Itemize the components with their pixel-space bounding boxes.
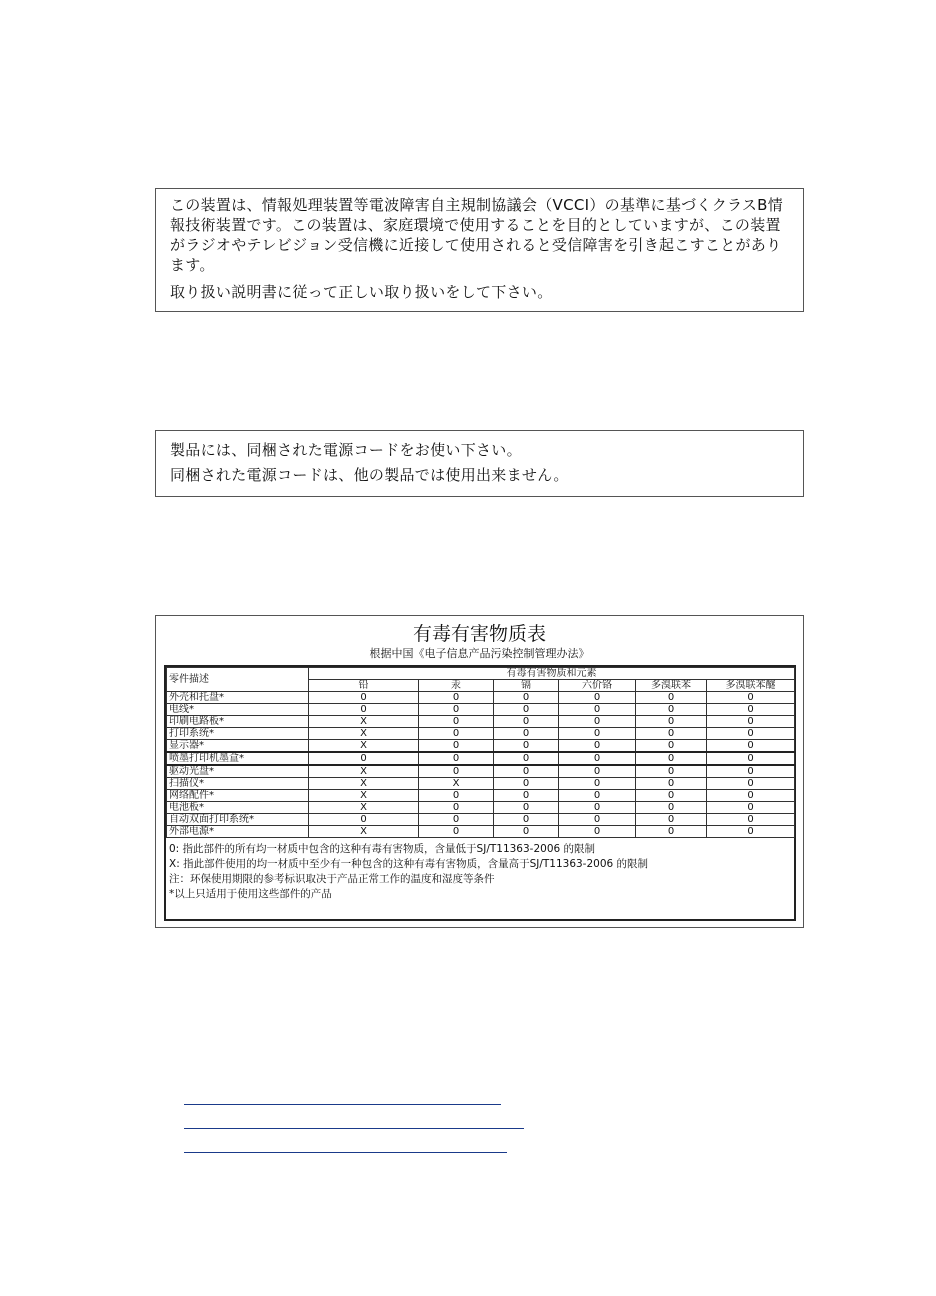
substance-table-subtitle: 根据中国《电子信息产品污染控制管理办法》	[369, 647, 590, 660]
table-cell: 0	[636, 814, 707, 826]
table-cell: 0	[309, 814, 419, 826]
table-cell: 0	[636, 728, 707, 740]
part-name: 自动双面打印系统*	[167, 814, 309, 826]
table-row	[167, 826, 795, 838]
note-period: 注：环保使用期限的参考标识取决于产品正常工作的温度和湿度等条件	[169, 873, 495, 885]
table-cell: 0	[494, 802, 559, 814]
power-cord-notice	[155, 430, 804, 497]
part-name: 外壳和托盘*	[167, 692, 309, 704]
column-header-cadmium: 镉	[494, 680, 559, 692]
table-cell: 0	[494, 716, 559, 728]
table-cell: 0	[636, 802, 707, 814]
table-cell: 0	[559, 790, 636, 802]
part-name: 显示器*	[167, 740, 309, 753]
column-header-chromium: 六价铬	[559, 680, 636, 692]
table-cell: 0	[419, 765, 494, 778]
table-cell: 0	[419, 826, 494, 838]
part-name: 印刷电路板*	[167, 716, 309, 728]
table-cell: 0	[309, 704, 419, 716]
table-cell: 0	[559, 826, 636, 838]
note-asterisk: *以上只适用于使用这些部件的产品	[169, 888, 332, 900]
table-cell: 0	[494, 790, 559, 802]
part-name: 打印系统*	[167, 728, 309, 740]
table-cell: 0	[309, 692, 419, 704]
table-cell: 0	[636, 790, 707, 802]
link-underline-3[interactable]	[184, 1152, 507, 1153]
table-cell: 0	[419, 704, 494, 716]
link-underline-1[interactable]	[184, 1104, 501, 1105]
table-cell: 0	[636, 692, 707, 704]
column-header-pbde: 多溴联苯醚	[707, 680, 795, 692]
table-cell: 0	[559, 740, 636, 753]
table-cell: 0	[707, 716, 795, 728]
table-cell: 0	[636, 740, 707, 753]
table-cell: 0	[636, 716, 707, 728]
table-cell: 0	[419, 716, 494, 728]
table-cell: 0	[494, 752, 559, 765]
table-row	[167, 802, 795, 814]
table-cell: 0	[707, 790, 795, 802]
table-cell: 0	[559, 778, 636, 790]
table-cell: 0	[419, 802, 494, 814]
table-cell: 0	[636, 752, 707, 765]
table-row	[167, 778, 795, 790]
table-cell: 0	[707, 740, 795, 753]
table-row	[167, 692, 795, 704]
table-row	[167, 716, 795, 728]
table-cell: 0	[636, 704, 707, 716]
table-cell: 0	[707, 692, 795, 704]
table-cell: 0	[494, 814, 559, 826]
substance-table	[166, 667, 795, 838]
table-cell: 0	[707, 814, 795, 826]
part-name: 外部电源*	[167, 826, 309, 838]
power-cord-line-2: 同梱された電源コードは、他の製品では使用出来ません。	[170, 466, 569, 484]
note-x: X: 指此部件使用的均一材质中至少有一种包含的这种有毒有害物质，含量高于SJ/T11363-2006 的限制	[169, 858, 649, 870]
table-cell: 0	[559, 692, 636, 704]
vcci-notice	[155, 188, 804, 312]
column-header-lead: 铅	[309, 680, 419, 692]
table-cell: 0	[494, 778, 559, 790]
part-description-header: 零件描述	[167, 668, 309, 692]
part-name: 驱动光盘*	[167, 765, 309, 778]
table-cell: X	[419, 778, 494, 790]
part-name: 电池板*	[167, 802, 309, 814]
table-cell: 0	[707, 778, 795, 790]
table-cell: 0	[494, 704, 559, 716]
table-cell: X	[309, 826, 419, 838]
table-cell: 0	[559, 802, 636, 814]
table-cell: 0	[419, 752, 494, 765]
substance-table-title: 有毒有害物质表	[412, 623, 546, 645]
table-row	[167, 752, 795, 765]
table-row	[167, 740, 795, 753]
part-name: 扫描仪*	[167, 778, 309, 790]
table-cell: 0	[707, 765, 795, 778]
table-row	[167, 790, 795, 802]
link-underline-2[interactable]	[184, 1128, 524, 1129]
table-cell: X	[309, 778, 419, 790]
table-cell: X	[309, 728, 419, 740]
table-cell: X	[309, 740, 419, 753]
part-name: 喷墨打印机墨盒*	[167, 752, 309, 765]
table-cell: 0	[707, 752, 795, 765]
column-header-pbb: 多溴联苯	[636, 680, 707, 692]
table-cell: 0	[494, 692, 559, 704]
note-zero: 0: 指此部件的所有均一材质中包含的这种有毒有害物质，含量低于SJ/T11363-2006 的限制	[169, 843, 596, 855]
table-row	[167, 765, 795, 778]
table-cell: 0	[494, 765, 559, 778]
table-cell: 0	[707, 704, 795, 716]
substance-table-frame	[164, 665, 796, 921]
table-cell: 0	[636, 765, 707, 778]
table-cell: 0	[707, 728, 795, 740]
table-cell: X	[309, 802, 419, 814]
table-cell: 0	[707, 802, 795, 814]
table-cell: 0	[494, 740, 559, 753]
table-cell: 0	[636, 826, 707, 838]
table-cell: X	[309, 716, 419, 728]
table-cell: 0	[559, 752, 636, 765]
table-notes	[166, 838, 794, 902]
table-cell: 0	[559, 716, 636, 728]
table-cell: 0	[419, 728, 494, 740]
table-cell: 0	[494, 728, 559, 740]
vcci-instruction: 取り扱い説明書に従って正しい取り扱いをして下さい。	[170, 283, 553, 301]
table-cell: 0	[707, 826, 795, 838]
column-header-mercury: 汞	[419, 680, 494, 692]
table-cell: 0	[559, 728, 636, 740]
substance-group-header: 有毒有害物质和元素	[309, 668, 795, 680]
table-row	[167, 704, 795, 716]
vcci-paragraph: この装置は、情報処理装置等電波障害自主規制協議会（VCCI）の基準に基づくクラスB情報技術装置です。この装置は、家庭環境で使用することを目的としていますが、この装置がラジオやテレビジョン受信機に近接して使用されると受信障害を引き起こすことがあります。	[170, 196, 784, 274]
table-row	[167, 728, 795, 740]
table-cell: 0	[419, 740, 494, 753]
table-cell: 0	[419, 814, 494, 826]
part-name: 电线*	[167, 704, 309, 716]
table-cell: 0	[419, 692, 494, 704]
power-cord-line-1: 製品には、同梱された電源コードをお使い下さい。	[170, 441, 522, 459]
table-cell: 0	[559, 765, 636, 778]
substance-table-section	[155, 615, 804, 928]
table-cell: 0	[309, 752, 419, 765]
table-row	[167, 814, 795, 826]
part-name: 网络配件*	[167, 790, 309, 802]
table-cell: X	[309, 765, 419, 778]
table-cell: X	[309, 790, 419, 802]
table-cell: 0	[559, 814, 636, 826]
table-cell: 0	[559, 704, 636, 716]
table-cell: 0	[494, 826, 559, 838]
table-cell: 0	[636, 778, 707, 790]
table-cell: 0	[419, 790, 494, 802]
